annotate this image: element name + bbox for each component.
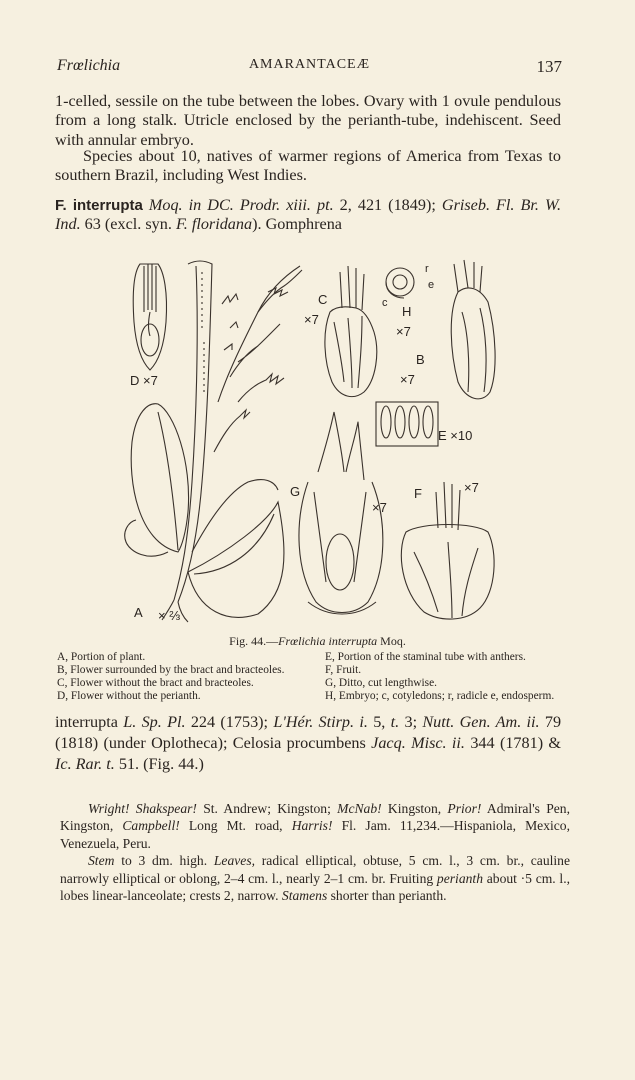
figure-legend-right (325, 651, 567, 703)
legend-item-d: D, Flower without the perianth. (57, 690, 201, 702)
syn-nuttall-ref: 79 (1818) (under Oplotheca); Celosia procumbens (55, 713, 562, 752)
label-c: C (318, 292, 328, 307)
description-paragraph (60, 852, 570, 904)
desc-perianth-label: perianth (436, 870, 483, 886)
collector-mcnab: McNab! (337, 801, 382, 816)
figure-c-drawing (325, 266, 377, 397)
botanical-illustration (118, 252, 518, 632)
figure-caption-name: Frœlichia interrupta (278, 634, 378, 648)
running-head (57, 57, 562, 77)
locality-kingston: Kingston, (387, 801, 442, 816)
desc-stem-label: Stem (88, 853, 115, 869)
syn-epithet: interrupta (55, 713, 118, 731)
label-f: F (414, 486, 422, 501)
label-r: r (425, 263, 429, 275)
syn-icones-ref: 51. (Fig. 44.) (118, 755, 204, 773)
figure-b-drawing (451, 260, 495, 399)
specimens-section (60, 800, 570, 904)
locality-st-andrew: St. Andrew; Kingston; (203, 801, 331, 816)
figure-g-drawing (299, 412, 383, 614)
legend-item-f: F, Fruit. (325, 664, 362, 676)
species-griseb: Griseb. Fl. Br. W. Ind. (55, 196, 562, 234)
label-f-scale: ×7 (464, 480, 479, 495)
collector-prior: Prior! (447, 801, 482, 816)
syn-nuttall: Nutt. Gen. Am. ii. (422, 713, 540, 731)
desc-leaves-label: Leaves, (213, 853, 256, 869)
syn-linnaeus: L. Sp. Pl. (123, 713, 186, 731)
collector-campbell: Campbell! (122, 818, 180, 834)
legend-item-g: G, Ditto, cut lengthwise. (325, 677, 437, 689)
botanical-figure (118, 252, 518, 632)
figure-a-drawing (125, 261, 302, 622)
label-a-scale: × ⅔ (158, 608, 181, 623)
synonymy-paragraph (55, 712, 561, 775)
locality-admirals-pen: Admiral's Pen, Kingston, (60, 801, 570, 834)
species-name: F. interrupta (55, 197, 143, 214)
figure-legend-left (57, 651, 302, 703)
figure-f-drawing (401, 482, 494, 619)
desc-stamens-label: Stamens (281, 888, 328, 904)
syn-lheritier-page: 5, (373, 713, 386, 731)
figure-caption (0, 634, 635, 649)
collector-harris: Harris! (291, 818, 333, 834)
distribution-text: Fl. Jam. 11,234.—Hispaniola, Mexico, Venezuela, Peru. (60, 818, 571, 851)
species-tail: ). Gomphrena (252, 215, 342, 234)
legend-item-h: H, Embryo; c, cotyledons; r, radicle e, endosperm. (325, 690, 555, 702)
syn-linnaeus-ref: 224 (1753); (190, 713, 269, 731)
syn-jacquin: Jacq. Misc. ii. (371, 734, 465, 752)
species-authority: Moq. in DC. Prodr. xiii. pt. (148, 196, 334, 214)
label-c-cotyledon: c (382, 297, 388, 309)
legend-item-b: B, Flower surrounded by the bract and bracteoles. (57, 664, 285, 676)
label-b: B (416, 352, 425, 367)
label-e-fig: E ×10 (438, 428, 473, 443)
label-a: A (134, 605, 143, 620)
syn-lheritier-t: t. (390, 713, 400, 731)
page-number: 137 (536, 57, 562, 76)
syn-lheritier-plate: 3; (404, 713, 418, 731)
figure-caption-suffix: Moq. (377, 634, 406, 648)
label-h-scale: ×7 (396, 324, 411, 339)
legend-item-e: E, Portion of the staminal tube with anthers. (325, 651, 526, 663)
desc-stamens: shorter than perianth. (330, 888, 447, 904)
syn-icones: Ic. Rar. t. (55, 755, 115, 773)
label-g: G (290, 484, 301, 499)
label-h: H (402, 304, 412, 319)
syn-lheritier: L'Hér. Stirp. i. (273, 713, 368, 731)
species-count-paragraph: Species about 10, natives of warmer regions of America from Texas to southern Brazil, including West Indies. (55, 147, 561, 185)
desc-stem: to 3 dm. high. (121, 853, 208, 869)
figure-caption-prefix: Fig. 44.— (229, 634, 279, 648)
label-b-scale: ×7 (400, 372, 415, 387)
figure-d-drawing (133, 264, 166, 370)
figure-h-drawing (386, 268, 414, 298)
locality-long-mt: Long Mt. road, (188, 818, 283, 834)
running-head-genus: Frœlichia (57, 57, 121, 74)
collector-wright-shakspear: Wright! Shakspear! (88, 801, 197, 816)
label-e: e (428, 279, 435, 291)
label-g-scale: ×7 (372, 500, 387, 515)
figure-e-drawing (376, 402, 438, 446)
running-head-family: AMARANTACEÆ (248, 57, 371, 72)
specimens-paragraph (60, 800, 570, 852)
genus-description-paragraph: 1-celled, sessile on the tube between the lobes. Ovary with 1 ovule pendulous from a long stalk. Utricle enclosed by the perianth-tube, indehiscent. Seed with annular embryo. (55, 92, 561, 149)
species-ref2: 63 (excl. syn. (84, 215, 172, 234)
label-c-scale: ×7 (304, 312, 319, 327)
species-heading (55, 196, 561, 235)
syn-jacquin-ref: 344 (1781) & (470, 734, 562, 752)
label-d: D ×7 (130, 373, 158, 388)
desc-leaves: radical elliptical, obtuse, 5 cm. l., 3 cm. br., cauline narrowly elliptical or oblong, 2–4 cm. l., nearly 2–1 cm. br. Fruiting (60, 853, 571, 886)
species-synonym: F. floridana (175, 215, 253, 234)
legend-item-a: A, Portion of plant. (57, 651, 146, 663)
species-ref1: 2, 421 (1849); (339, 196, 436, 214)
desc-perianth: about ·5 cm. l., lobes linear-lanceolate; crests 2, narrow. (60, 870, 571, 904)
legend-item-c: C, Flower without the bract and bracteoles. (57, 677, 254, 689)
